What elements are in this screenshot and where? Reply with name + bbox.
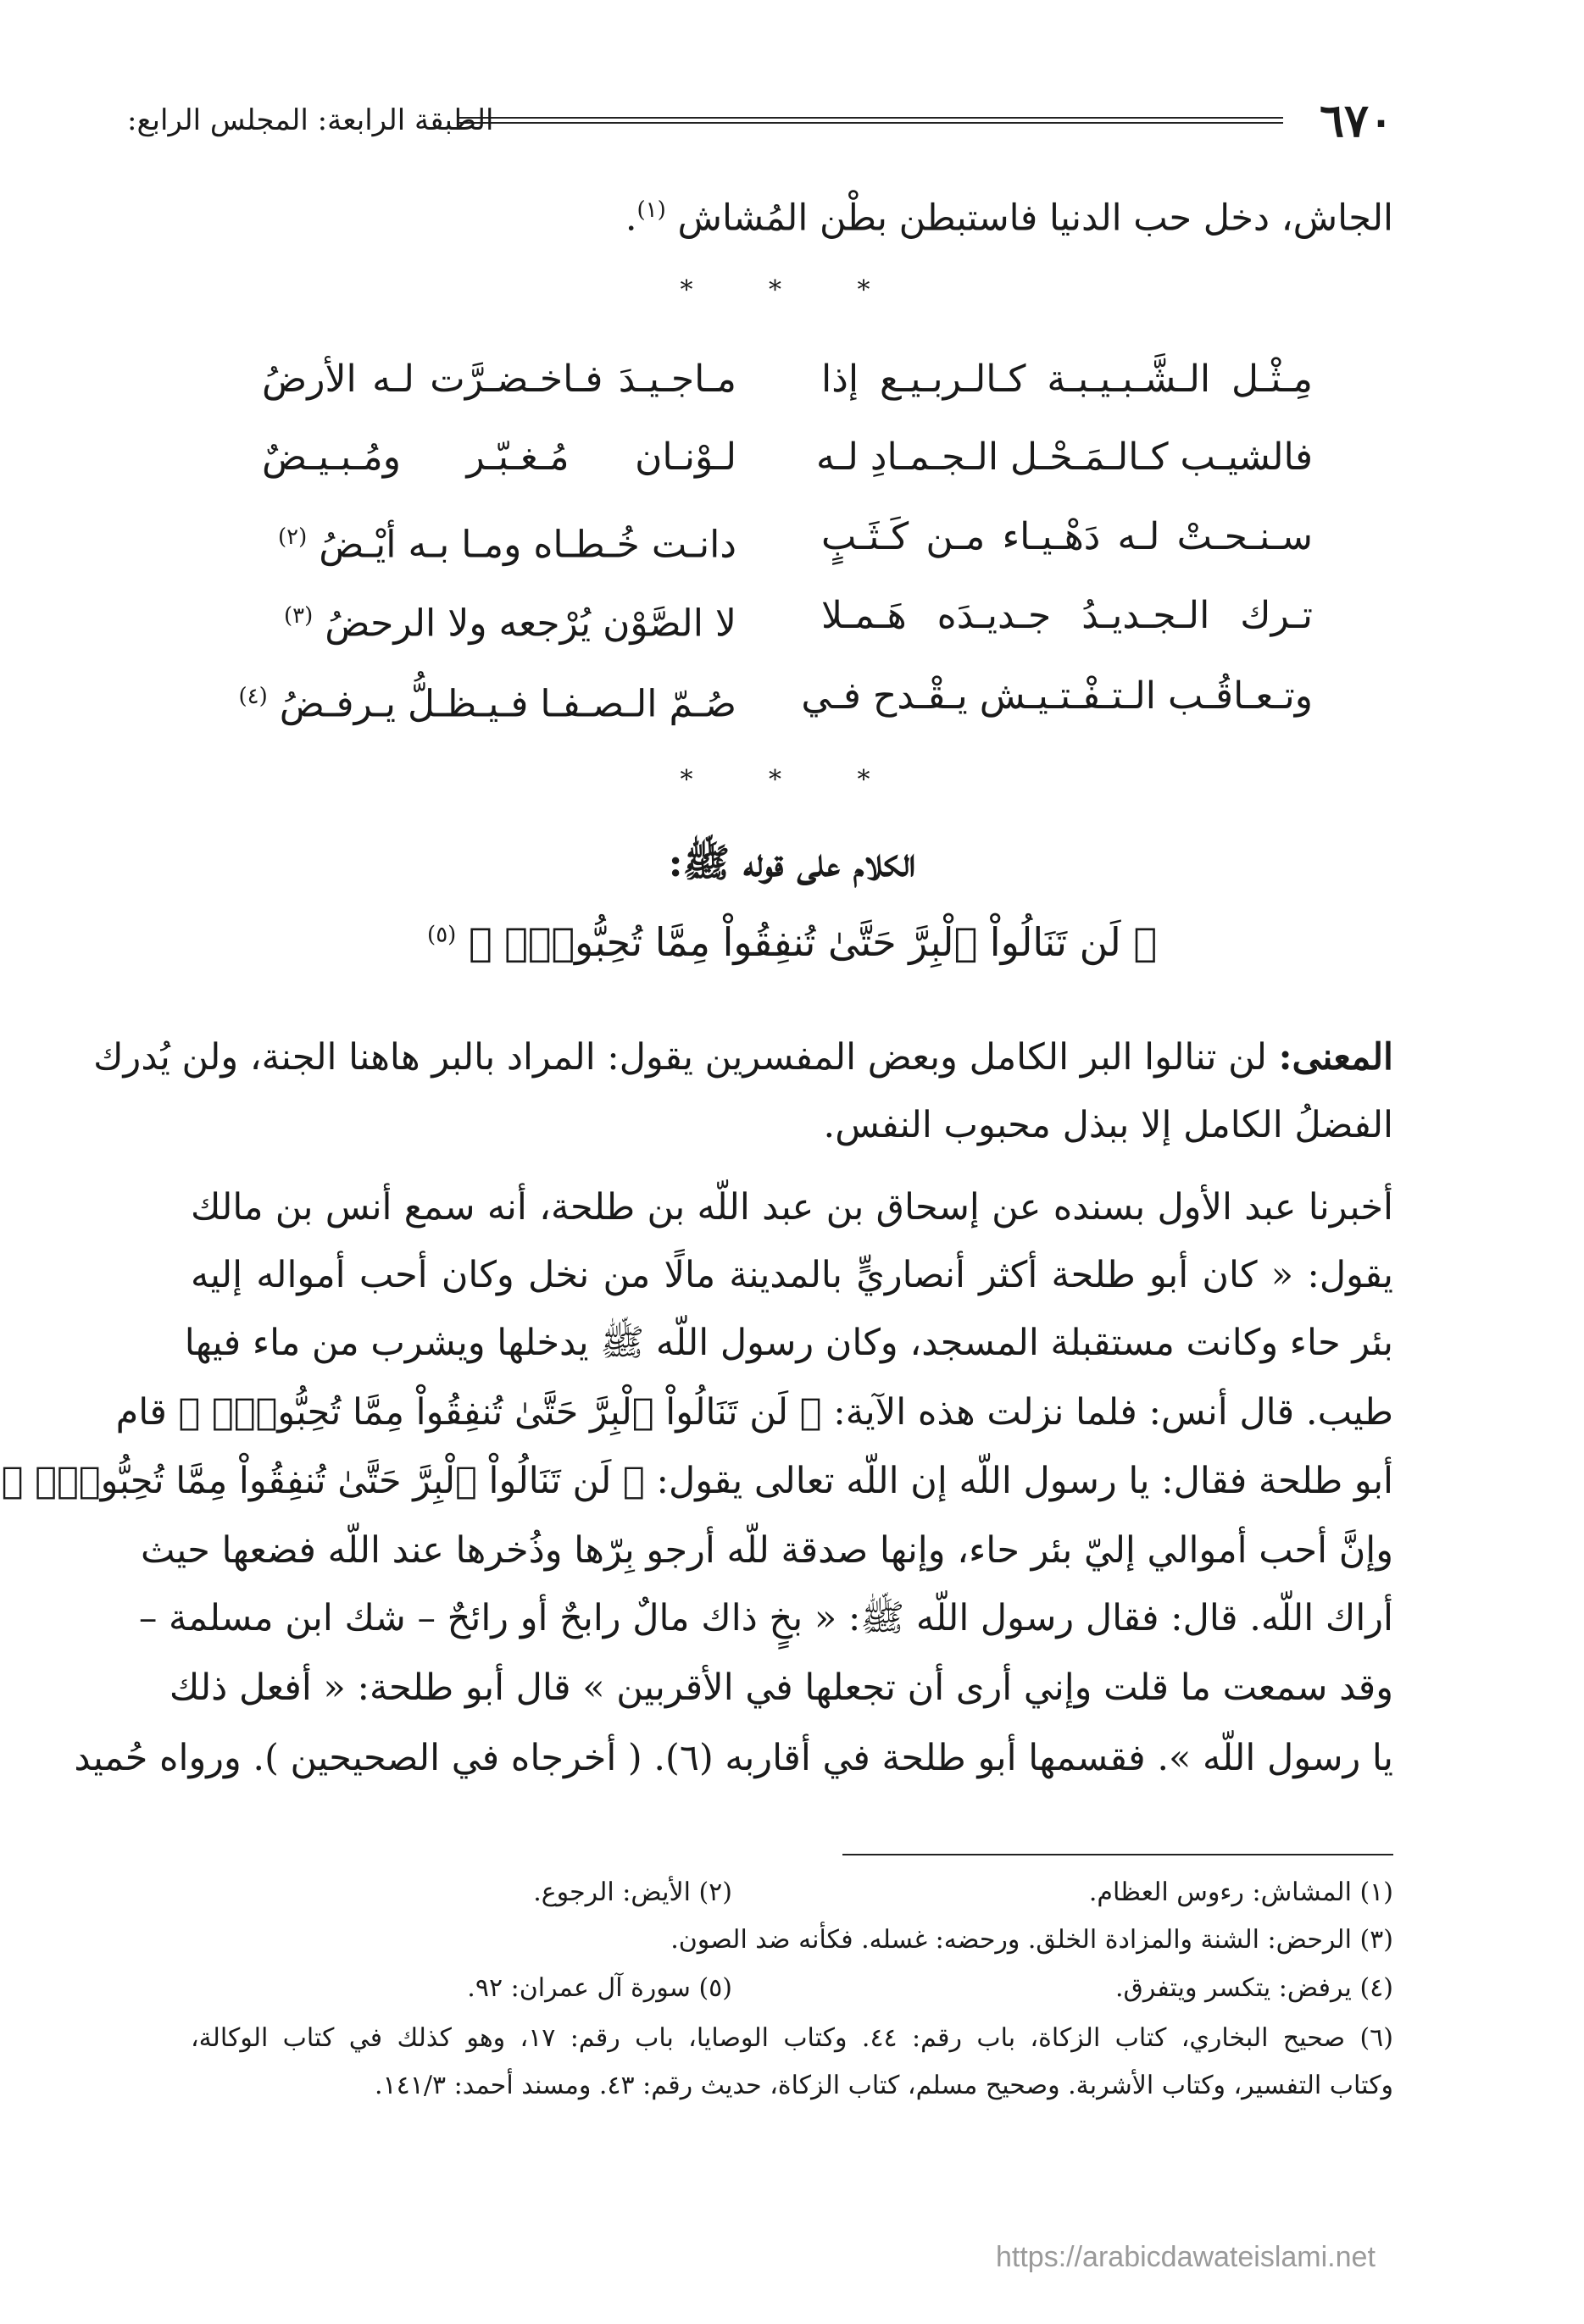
verse-right-4: تـرك الـجـديـدُ جـديـدَه هَـمـلا <box>821 594 1313 637</box>
verse-right-1: مِـثْـل الـشَّـبـيـبـة كـالـربـيـع إذا <box>821 358 1313 401</box>
body-line-5: بئر حاء وكانت مستقبلة المسجد، وكان رسول اللّه ﷺ يدخلها ويشرب من ماء فيها <box>184 1322 1393 1364</box>
footnote-5: (٥) سورة آل عمران: ٩٢. <box>467 1973 732 2003</box>
watermark-url: https://arabicdawateislami.net <box>996 2241 1376 2273</box>
body-line-4: يقول: « كان أبو طلحة أكثر أنصاريٍّ بالمدينة مالًا من نخل وكان أحب أمواله إليه <box>191 1254 1393 1296</box>
page-header <box>127 95 1393 146</box>
footnote-2: (٢) الأيض: الرجوع. <box>533 1878 732 1907</box>
verse-right-3: سـنـحـتْ لـه دَهْـيـاء مـن كَـثَـبٍ <box>821 515 1313 558</box>
verse-left-1: مـاجـيـدَ فـاخـضـرَّت لـه الأرضُ <box>262 358 736 401</box>
verse-right-5: وتـعـاقُـب الـتـفْـتـيـش يـقْـدح فـي <box>801 674 1313 718</box>
running-title: الطبقة الرابعة: المجلس الرابع: <box>127 103 494 137</box>
footnote-3: (٣) الرحض: الشنة والمزادة الخلق. ورحضه: غسله. فكأنه ضد الصون. <box>670 1925 1393 1955</box>
verse-left-5-text: صُـمّ الـصـفـا فـيـظـلُّ يـرفـضُ <box>279 682 736 726</box>
section-divider-stars: * * * <box>680 275 904 305</box>
body-line-1-text: لن تنالوا البر الكامل وبعض المفسرين يقول: المراد بالبر هاهنا الجنة، ولن يُدرك <box>93 1036 1267 1079</box>
footnote-1: (١) المشاش: رءوس العظام. <box>1088 1878 1393 1907</box>
verse-left-3-text: دانـت خُـطـاه ومـا بـه أيْـضُ <box>319 523 736 567</box>
body-line-9: أراك اللّه. قال: فقال رسول اللّه ﷺ: « بخٍ ذاك مالٌ رابحٌ أو رائحٌ – شك ابن مسلمة – <box>138 1597 1393 1639</box>
footnote-ref-4: (٤) <box>238 684 268 709</box>
body-line-10: وقد سمعت ما قلت وإني أرى أن تجعلها في الأقربين » قال أبو طلحة: « أفعل ذلك <box>169 1667 1393 1709</box>
body-line-7: أبو طلحة فقال: يا رسول اللّه إن اللّه تعالى يقول: ﴿ لَن تَنَالُواْ ٱلْبِرَّ حَتَّىٰ تُنفِقُواْ مِمَّا تُحِبُّونَۚ ﴾ <box>1 1460 1393 1502</box>
verse-left-3 <box>262 512 736 571</box>
body-line-2: الفضلُ الكامل إلا ببذل محبوب النفس. <box>823 1104 1393 1146</box>
footnote-6-line-2: وكتاب التفسير، وكتاب الأشربة. وصحيح مسلم، كتاب الزكاة، حديث رقم: ٤٣. ومسند أحمد: ١٤١/٣. <box>374 2071 1393 2100</box>
body-line-11: يا رسول اللّه ». فقسمها أبو طلحة في أقاربه (٦). ( أخرجاه في الصحيحين ). ورواه حُميد <box>74 1737 1393 1779</box>
verse-left-4-text: لا الصَّوْن يُرْجعه ولا الرحضُ <box>325 602 736 646</box>
page-number: ٦٧٠ <box>1319 93 1393 147</box>
section-heading: الكلام على قوله ﷺ: <box>668 840 916 885</box>
opening-line-text: الجاش، دخل حب الدنيا فاستبطن بطْن المُشاش <box>677 197 1393 240</box>
section-divider-stars-2: * * * <box>680 765 904 795</box>
quran-verse: ﴿ لَن تَنَالُواْ ٱلْبِرَّ حَتَّىٰ تُنفِقُواْ مِمَّا تُحِبُّونَۚ ﴾ <box>468 919 1157 965</box>
verse-left-5 <box>238 671 736 730</box>
body-line-6: طيب. قال أنس: فلما نزلت هذه الآية: ﴿ لَن تَنَالُواْ ٱلْبِرَّ حَتَّىٰ تُنفِقُواْ مِمَّا تُحِبُّونَۚ ﴾ قام <box>115 1391 1393 1434</box>
opening-line: الجاش، دخل حب الدنيا فاستبطن بطْن المُشاش $^{(١)}$. <box>625 197 1393 240</box>
body-line-1 <box>93 1032 1393 1083</box>
body-line-3: أخبرنا عبد الأول بسنده عن إسحاق بن عبد اللّه بن طلحة، أنه سمع أنس بن مالك <box>191 1186 1393 1229</box>
footnote-4: (٤) يرفض: يتكسر ويتفرق. <box>1115 1973 1393 2003</box>
body-line-8: وإنَّ أحب أموالي إليّ بئر حاء، وإنها صدقة للّه أرجو بِرّها وذُخرها عند اللّه فضعها حيث <box>141 1529 1393 1572</box>
verse-right-2: فالشيـب كـالـمَـحْـل الـجـمـادِ لـه <box>816 435 1313 479</box>
footnote-6-line-1: (٦) صحيح البخاري، كتاب الزكاة، باب رقم: ٤٤. وكتاب الوصايا، باب رقم: ١٧، وهو كذلك في كتاب الوكالة، <box>191 2023 1393 2053</box>
header-double-rule <box>458 117 1283 124</box>
quran-verse-block <box>0 919 1584 965</box>
footnote-ref-2: (٢) <box>277 524 308 550</box>
footnote-ref-5: (٥) <box>427 922 457 948</box>
footnote-ref-3: (٣) <box>283 603 314 629</box>
meaning-label: المعنى: <box>1278 1036 1393 1079</box>
footnote-ref-1: (١) <box>636 197 666 223</box>
verse-left-4 <box>262 591 736 650</box>
footnote-separator <box>842 1854 1393 1855</box>
verse-left-2: لـوْنـان مُـغـبّـر ومُـبـيـضٌ <box>262 435 736 479</box>
